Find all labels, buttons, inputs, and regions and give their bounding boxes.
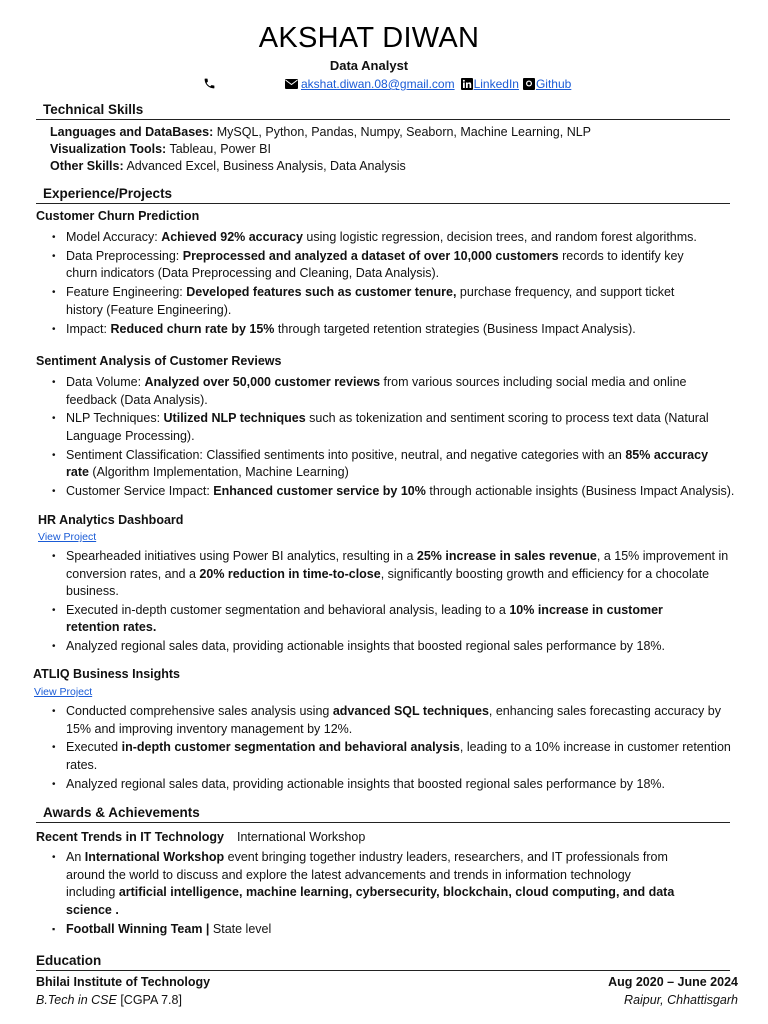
list-item: • Executed in-depth customer segmentation and behavioral analysis, leading to a 10% increase in customer retention rates. (52, 602, 728, 637)
list-item: • Analyzed regional sales data, providing actionable insights that boosted regional sales performance by 18%. (52, 638, 728, 656)
github-icon (523, 78, 535, 90)
project-bullets-churn (52, 229, 697, 340)
skills-languages-label: Languages and DataBases: (50, 125, 214, 139)
view-project-link-hr[interactable]: View Project (38, 531, 97, 543)
section-title-skills: Technical Skills (43, 102, 144, 117)
view-project-link-atliq[interactable]: View Project (34, 686, 93, 698)
email-link[interactable]: akshat.diwan.08@gmail.com (301, 77, 455, 91)
project-bullets-hr (52, 548, 728, 657)
list-item: • Data Preprocessing: Preprocessed and analyzed a dataset of over 10,000 customers records to identify key churn indicators (Data Preprocessing and Cleaning, Data Analysis). (52, 248, 697, 283)
award-heading (36, 829, 365, 847)
skills-other-value: Advanced Excel, Business Analysis, Data Analysis (126, 159, 406, 173)
phone-icon (203, 77, 216, 90)
project-title-hr: HR Analytics Dashboard (38, 513, 184, 527)
skills-viz-label: Visualization Tools: (50, 142, 167, 156)
skills-languages (50, 124, 591, 142)
education-degree: B.Tech in CSE [CGPA 7.8] (36, 993, 182, 1007)
list-item: • Conducted comprehensive sales analysis using advanced SQL techniques, enhancing sales forecasting accuracy by 15% and improving inventory management by 12%. (52, 703, 731, 738)
skills-visualization (50, 141, 271, 159)
education-school: Bhilai Institute of Technology (36, 975, 211, 989)
list-item: • Sentiment Classification: Classified sentiments into positive, neutral, and negative categories with an 85% accuracy rate (Algorithm Implementation, Machine Learning) (52, 447, 734, 482)
section-divider (36, 970, 730, 971)
education-location: Raipur, Chhattisgarh (624, 993, 738, 1007)
project-bullets-atliq (52, 703, 731, 795)
section-divider (36, 822, 730, 823)
list-item: • Data Volume: Analyzed over 50,000 customer reviews from various sources including social media and online feedback (Data Analysis). (52, 374, 734, 409)
skills-other-label: Other Skills: (50, 159, 124, 173)
list-item: ▪ Football Winning Team | State level (52, 921, 674, 939)
section-divider (36, 203, 730, 204)
phone-contact (203, 77, 216, 90)
skills-languages-value: MySQL, Python, Pandas, Numpy, Seaborn, Machine Learning, NLP (216, 125, 592, 139)
github-link[interactable]: Github (535, 77, 572, 91)
list-item: • Spearheaded initiatives using Power BI analytics, resulting in a 25% increase in sales revenue, a 15% improvement in conversion rates, and a 20% reduction in time-to-close, significantly boosting growth and efficiency for a chocolate business. (52, 548, 728, 601)
project-bullets-sentiment (52, 374, 734, 502)
section-title-education: Education (36, 953, 102, 968)
section-divider (36, 119, 730, 120)
section-title-awards: Awards & Achievements (43, 805, 200, 820)
list-item: • Analyzed regional sales data, providing actionable insights that boosted regional sales performance by 18%. (52, 776, 731, 794)
education-dates: Aug 2020 – June 2024 (608, 975, 738, 989)
list-item: • NLP Techniques: Utilized NLP techniques such as tokenization and sentiment scoring to process text data (Natural Language Processing). (52, 410, 734, 445)
contact-links (285, 77, 571, 91)
job-title: Data Analyst (329, 58, 409, 73)
skills-other (50, 158, 406, 176)
list-item: • Customer Service Impact: Enhanced customer service by 10% through actionable insights (Business Impact Analysis). (52, 483, 734, 501)
project-title-sentiment: Sentiment Analysis of Customer Reviews (36, 354, 282, 368)
list-item: • An International Workshop event bringing together industry leaders, researchers, and IT professionals from around the world to discuss and explore the latest advancements and trends in information technology including artificial intelligence, machine learning, cybersecurity, blockchain, cloud computing, and data science . (52, 849, 674, 919)
project-title-atliq: ATLIQ Business Insights (33, 667, 181, 681)
list-item: • Impact: Reduced churn rate by 15% through targeted retention strategies (Business Impact Analysis). (52, 321, 697, 339)
award-title: Recent Trends in IT Technology (36, 830, 224, 844)
skills-viz-value: Tableau, Power BI (169, 142, 271, 156)
linkedin-icon (461, 78, 473, 90)
linkedin-link[interactable]: LinkedIn (473, 77, 519, 91)
project-title-churn: Customer Churn Prediction (36, 209, 200, 223)
candidate-name: AKSHAT DIWAN (258, 22, 480, 54)
envelope-icon (285, 79, 298, 89)
section-title-experience: Experience/Projects (43, 186, 173, 201)
list-item: • Executed in-depth customer segmentation and behavioral analysis, leading to a 10% increase in customer retention rates. (52, 739, 731, 774)
list-item: • Feature Engineering: Developed features such as customer tenure, purchase frequency, and support ticket history (Feature Engineering). (52, 284, 697, 319)
award-bullets (52, 849, 674, 940)
list-item: • Model Accuracy: Achieved 92% accuracy using logistic regression, decision trees, and random forest algorithms. (52, 229, 697, 247)
award-subtitle: International Workshop (236, 830, 366, 844)
